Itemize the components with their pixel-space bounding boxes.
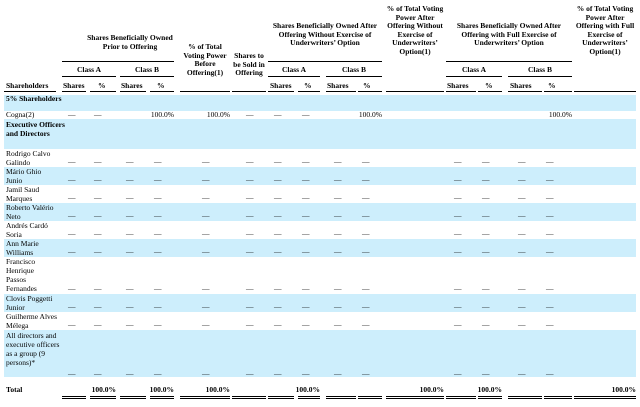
cell-dash: — [334, 302, 342, 311]
cell-total-after-wo: 100.0% [419, 385, 444, 394]
row-label-guilherme: Guilherme Alves Mélega [6, 312, 58, 330]
cell-dash: — [518, 369, 526, 378]
row-label-mario: Mário Ghio Junio [6, 167, 42, 185]
cell-dash: — [202, 211, 210, 220]
header-pre-offering: Shares Beneficially Owned Prior to Offering [87, 33, 173, 51]
cell-dash: — [154, 157, 162, 166]
cell-dash: — [246, 175, 254, 184]
header-pct-after-without: % of Total Voting Power After Offering Without Exercise of Underwriters’ Option(1) [386, 4, 444, 56]
cell-dash: — [362, 247, 370, 256]
cell-dash: — [126, 284, 134, 293]
column-header-shares: Shares [63, 81, 85, 90]
cell-dash: — [202, 320, 210, 329]
cell-dash: — [68, 247, 76, 256]
cell-dash: — [482, 157, 490, 166]
column-header-shares: Shares [327, 81, 349, 90]
header-sold: Shares to be Sold in Offering [233, 51, 265, 78]
cell-dash: — [482, 247, 490, 256]
cell-dash: — [274, 193, 282, 202]
class-b-header: Class B [135, 65, 159, 74]
cell-dash: — [454, 320, 462, 329]
column-header-pct: % [304, 81, 312, 90]
cell-dash: — [202, 175, 210, 184]
cell-dash: — [302, 369, 310, 378]
cell-dash: — [274, 211, 282, 220]
cell-dash: — [154, 211, 162, 220]
cell-dash: — [94, 157, 102, 166]
row-label-total: Total [6, 385, 23, 394]
row-label-francisco: Francisco Henrique Passos Fernandes [6, 257, 37, 293]
cell-dash: — [246, 193, 254, 202]
cell-dash: — [334, 193, 342, 202]
cell-dash: — [334, 247, 342, 256]
cell-dash: — [202, 193, 210, 202]
cell-dash: — [518, 211, 526, 220]
cell-dash: — [334, 211, 342, 220]
cell-dash: — [482, 193, 490, 202]
cell-dash: — [274, 320, 282, 329]
cell-dash: — [454, 284, 462, 293]
cell-dash: — [274, 175, 282, 184]
cell-dash: — [246, 369, 254, 378]
cell-dash: — [362, 175, 370, 184]
row-label-ann: Ann Marie Williams [6, 239, 39, 257]
cell-dash: — [334, 369, 342, 378]
cell-dash: — [246, 247, 254, 256]
cell-dash: — [482, 211, 490, 220]
cell-dash: — [518, 302, 526, 311]
cell-dash: — [154, 302, 162, 311]
cell-dash: — [68, 284, 76, 293]
header-after-full: Shares Beneficially Owned After Offering with Full Exercise of Underwriters’ Option [456, 21, 562, 48]
cell-dash: — [126, 157, 134, 166]
row-band [4, 119, 636, 149]
cell-dash: — [302, 302, 310, 311]
row-label-rodrigo: Rodrigo Calvo Galindo [6, 149, 51, 167]
cell-total-b-pct: 100.0% [149, 385, 174, 394]
cell-dash: — [302, 320, 310, 329]
cell-dash: — [362, 302, 370, 311]
cell-dash: — [94, 211, 102, 220]
class-b-header: Class B [528, 65, 552, 74]
cell-dash: — [68, 175, 76, 184]
header-pct-before: % of Total Voting Power Before Offering(1) [183, 42, 227, 77]
cell-dash: — [546, 320, 554, 329]
row-label-cogna: Cogna(2) [6, 110, 35, 119]
class-a-header: Class A [77, 65, 101, 74]
cell-dash: — [518, 320, 526, 329]
cell-dash: — [246, 320, 254, 329]
cell-dash: — [202, 369, 210, 378]
column-header-shares: Shares [510, 81, 532, 90]
cell-dash: — [362, 157, 370, 166]
cell-dash: — [68, 369, 76, 378]
cell-dash: — [68, 211, 76, 220]
column-header-pct: % [485, 81, 493, 90]
cell-dash: — [518, 247, 526, 256]
cell-dash: — [546, 175, 554, 184]
cell-dash: — [94, 247, 102, 256]
cell-dash: — [68, 193, 76, 202]
cell-dash: — [518, 157, 526, 166]
cell-dash: — [154, 175, 162, 184]
column-header-shareholders: Shareholders [6, 81, 49, 90]
cell-dash: — [126, 193, 134, 202]
cell-dash: — [68, 229, 76, 238]
column-header-pct: % [98, 81, 106, 90]
cell-cogna-b-pct: 100.0% [150, 110, 174, 119]
cell-cogna-after-wo: 100.0% [358, 110, 382, 119]
cell-dash: — [94, 284, 102, 293]
cell-dash: — [68, 157, 76, 166]
cell-dash: — [302, 157, 310, 166]
row-label-roberto: Roberto Valério Neto [6, 203, 54, 221]
cell-dash: — [546, 302, 554, 311]
cell-dash: — [154, 193, 162, 202]
cell-cogna-before: 100.0% [206, 110, 230, 119]
cell-dash: — [154, 229, 162, 238]
cell-dash: — [274, 302, 282, 311]
cell-dash: — [362, 193, 370, 202]
section-five-pct: 5% Shareholders [6, 94, 62, 103]
cell-dash: — [126, 229, 134, 238]
cell-dash: — [302, 284, 310, 293]
cell-dash: — [246, 229, 254, 238]
header-pct-after-full: % of Total Voting Power After Offering with Full Exercise of Underwriters’ Option(1) [575, 4, 635, 56]
cell-dash: — [334, 157, 342, 166]
cell-total-a-full-pct: 100.0% [477, 385, 502, 394]
cell-dash: — [334, 284, 342, 293]
column-header-shares: Shares [270, 81, 292, 90]
cell-dash: — [302, 247, 310, 256]
cell-dash: — [246, 157, 254, 166]
cell-dash: — [546, 193, 554, 202]
cell-dash: — [202, 247, 210, 256]
cell-dash: — [202, 284, 210, 293]
cell-dash: — [94, 229, 102, 238]
cell-dash: — [482, 320, 490, 329]
cell-dash: — [302, 110, 310, 119]
cell-dash: — [518, 284, 526, 293]
section-executive [6, 120, 66, 138]
cell-dash: — [202, 229, 210, 238]
cell-dash: — [334, 175, 342, 184]
cell-dash: — [94, 302, 102, 311]
cell-dash: — [246, 110, 254, 119]
cell-dash: — [546, 369, 554, 378]
cell-dash: — [454, 157, 462, 166]
cell-dash: — [246, 211, 254, 220]
cell-dash: — [274, 229, 282, 238]
cell-dash: — [362, 229, 370, 238]
column-header-pct: % [363, 81, 371, 90]
cell-dash: — [154, 247, 162, 256]
cell-dash: — [126, 175, 134, 184]
cell-dash: — [126, 320, 134, 329]
column-header-pct: % [548, 81, 556, 90]
cell-dash: — [154, 320, 162, 329]
cell-dash: — [482, 302, 490, 311]
row-label-andres: Andrés Cardó Soria [6, 221, 48, 239]
column-header-shares: Shares [447, 81, 469, 90]
cell-dash: — [126, 369, 134, 378]
cell-dash: — [482, 284, 490, 293]
cell-dash: — [546, 284, 554, 293]
cell-dash: — [362, 320, 370, 329]
cell-dash: — [518, 193, 526, 202]
cell-dash: — [126, 211, 134, 220]
cell-dash: — [482, 175, 490, 184]
cell-dash: — [546, 247, 554, 256]
cell-dash: — [246, 284, 254, 293]
row-band [4, 95, 636, 111]
cell-dash: — [274, 110, 282, 119]
cell-dash: — [274, 157, 282, 166]
cell-dash: — [246, 302, 254, 311]
row-label-jamil: Jamil Saud Marques [6, 185, 40, 203]
cell-total-before: 100.0% [205, 385, 230, 394]
cell-dash: — [274, 369, 282, 378]
cell-dash: — [126, 247, 134, 256]
cell-dash: — [126, 302, 134, 311]
class-a-header: Class A [282, 65, 306, 74]
column-header-pct: % [157, 81, 165, 90]
section-executive-label: Executive Officers and Directors [6, 120, 65, 138]
cell-dash: — [202, 157, 210, 166]
class-b-header: Class B [342, 65, 366, 74]
cell-dash: — [94, 110, 102, 119]
column-header-shares: Shares [121, 81, 143, 90]
cell-dash: — [362, 211, 370, 220]
cell-dash: — [68, 110, 76, 119]
cell-dash: — [518, 229, 526, 238]
cell-dash: — [454, 229, 462, 238]
cell-dash: — [154, 284, 162, 293]
cell-dash: — [546, 211, 554, 220]
cell-dash: — [454, 369, 462, 378]
cell-dash: — [334, 320, 342, 329]
cell-dash: — [302, 193, 310, 202]
cell-dash: — [454, 175, 462, 184]
cell-dash: — [94, 320, 102, 329]
cell-dash: — [94, 175, 102, 184]
cell-dash: — [334, 229, 342, 238]
cell-total-a-pct: 100.0% [91, 385, 116, 394]
cell-cogna-after-full: 100.0% [548, 110, 572, 119]
row-label-clovis: Clovis Poggetti Junior [6, 294, 53, 312]
header-after-without: Shares Beneficially Owned After Offering Without Exercise of Underwriters’ Option [272, 21, 378, 48]
cell-dash: — [454, 247, 462, 256]
cell-dash: — [274, 247, 282, 256]
cell-dash: — [154, 369, 162, 378]
cell-dash: — [68, 302, 76, 311]
cell-dash: — [482, 229, 490, 238]
cell-dash: — [302, 175, 310, 184]
cell-dash: — [274, 284, 282, 293]
cell-total-after-full: 100.0% [611, 385, 636, 394]
cell-dash: — [454, 211, 462, 220]
cell-dash: — [546, 229, 554, 238]
cell-dash: — [518, 175, 526, 184]
cell-dash: — [362, 369, 370, 378]
cell-dash: — [94, 369, 102, 378]
class-a-header: Class A [462, 65, 486, 74]
cell-dash: — [94, 193, 102, 202]
cell-dash: — [202, 302, 210, 311]
cell-dash: — [68, 320, 76, 329]
cell-dash: — [454, 302, 462, 311]
cell-dash: — [302, 211, 310, 220]
cell-dash: — [454, 193, 462, 202]
row-label-all: All directors and executive officers as a group (9 persons)* [6, 331, 60, 367]
cell-dash: — [302, 229, 310, 238]
cell-dash: — [482, 369, 490, 378]
cell-dash: — [546, 157, 554, 166]
cell-dash: — [362, 284, 370, 293]
cell-total-a-wo-pct: 100.0% [295, 385, 320, 394]
